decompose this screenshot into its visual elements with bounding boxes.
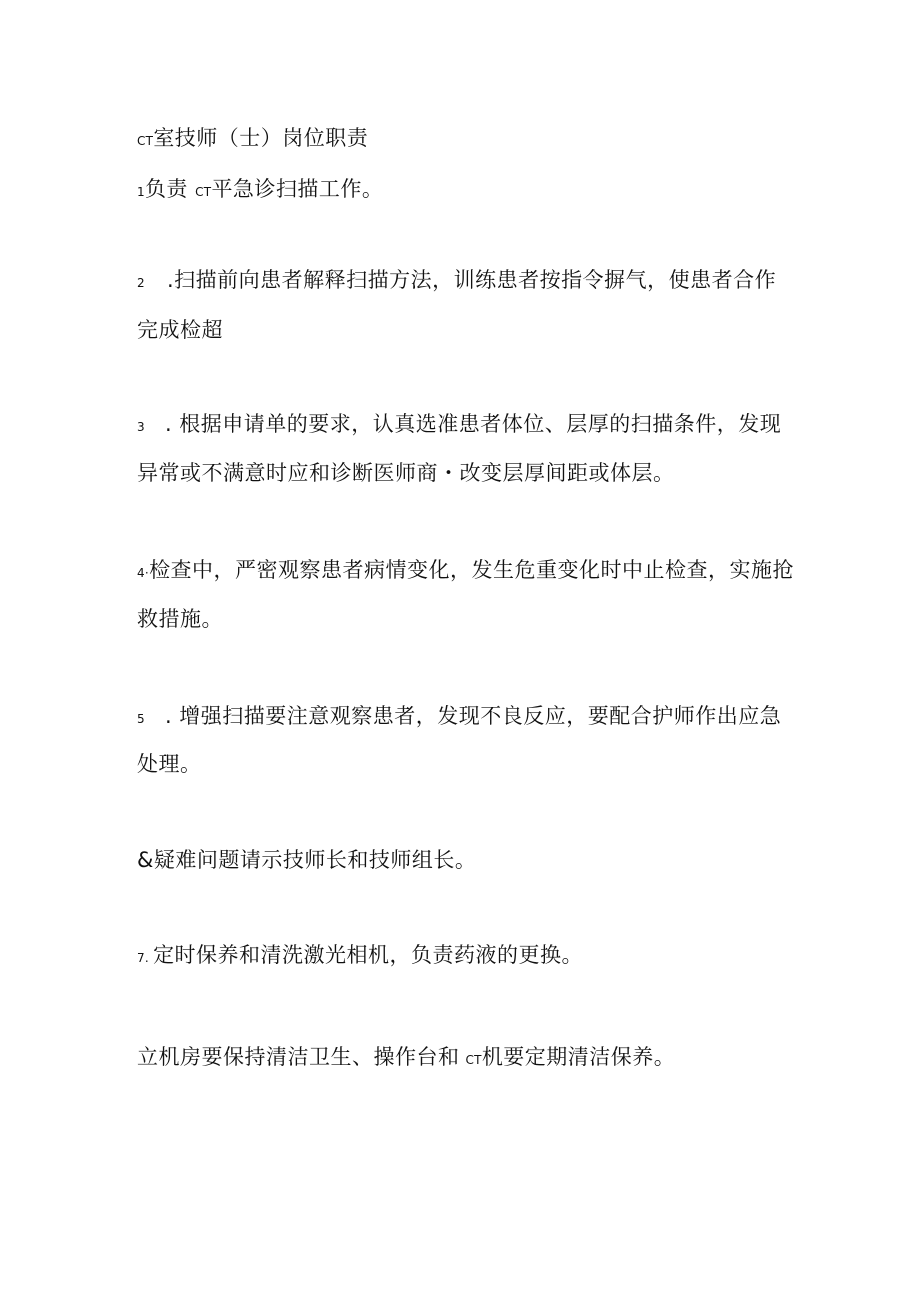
title-text: 室技师（士）岗位职责	[153, 126, 369, 150]
item-abbr: CT	[195, 185, 212, 199]
item-text-b: 机要定期清洁保养。	[481, 1045, 676, 1069]
duty-item-7	[137, 940, 583, 973]
duty-item-2-line-2: 完成检超	[137, 318, 223, 342]
duty-item-5-line-2: 处理。	[137, 752, 202, 776]
duty-item-6: &疑难问题请示技师长和技师组长。	[137, 848, 477, 872]
item-text: 定时保养和清洗激光相机，负责药液的更换。	[153, 943, 584, 967]
duty-item-2-line-1	[137, 265, 776, 298]
item-text: . 增强扫描要注意观察患者，发现不良反应，要配合护师作出应急	[164, 704, 782, 728]
item-number: 3	[137, 420, 145, 434]
item-number: 4·	[137, 566, 150, 580]
item-text-a: 立机房要保持清洁卫生、操作台和	[137, 1045, 460, 1069]
duty-item-1	[137, 174, 383, 207]
duty-item-4-line-1	[137, 555, 794, 588]
item-number: 1	[137, 185, 145, 199]
document-title	[137, 123, 368, 156]
item-abbr: CT	[465, 1053, 482, 1067]
item-text-a: 负责	[144, 177, 188, 201]
item-number: 5	[137, 712, 145, 726]
duty-item-3-line-2: 异常或不满意时应和诊断医师商・改变层厚间距或体层。	[137, 461, 675, 485]
duty-item-8	[137, 1042, 675, 1075]
duty-item-4-line-2: 救措施。	[137, 607, 223, 631]
title-prefix: CT	[137, 134, 154, 148]
duty-item-5-line-1	[137, 701, 781, 734]
item-text: 检查中，严密观察患者病情变化，发生危重变化时中止检查，实施抢	[149, 558, 795, 582]
item-text: .扫描前向患者解释扫描方法，训练患者按指令摒气，使患者合作	[166, 268, 777, 292]
item-number: 7.	[137, 951, 150, 965]
item-text: . 根据申请单的要求，认真选准患者体位、层厚的扫描条件，发现	[164, 412, 782, 436]
item-number: 2	[137, 276, 145, 290]
duty-item-3-line-1	[137, 409, 781, 442]
item-text-b: 平急诊扫描工作。	[211, 177, 384, 201]
